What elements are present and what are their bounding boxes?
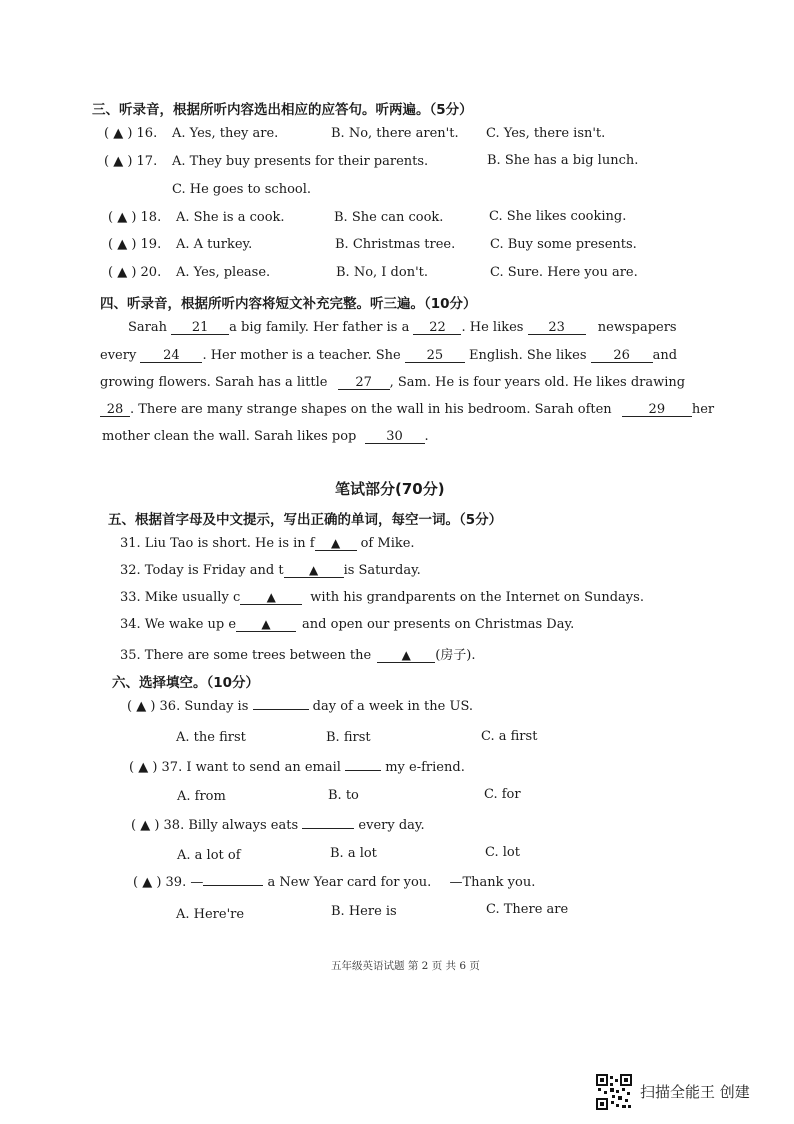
passage-text: her	[691, 402, 715, 417]
q36-blank	[253, 709, 309, 710]
q35	[120, 644, 475, 663]
passage-text: and	[652, 348, 678, 363]
q39-blank	[203, 885, 263, 886]
section-4-title: 四、听录音，根据所听内容将短文补充完整。听三遍。（10分）	[100, 296, 477, 312]
q19-mark: ( ▲ ) 19.	[108, 237, 162, 252]
q33-text-after: with his grandparents on the Internet on Sundays.	[310, 590, 644, 605]
q38-text-after: every day.	[358, 818, 425, 833]
q35-text: 35. There are some trees between the	[120, 648, 372, 663]
passage-line-3	[100, 375, 685, 390]
q37-mark: ( ▲ ) 37.	[129, 760, 183, 775]
section-5-title: 五、根据首字母及中文提示，写出正确的单词，每空一词。（5分）	[108, 512, 503, 528]
blank-30: 30	[365, 430, 425, 444]
q20-mark: ( ▲ ) 20.	[108, 265, 162, 280]
q34-text-after: and open our presents on Christmas Day.	[302, 617, 575, 632]
q20-option-b: B. No, I don't.	[336, 265, 429, 280]
q33	[120, 590, 644, 605]
passage-text: newspapers	[597, 320, 677, 335]
q39-option-a: A. Here're	[176, 907, 245, 922]
q31-text-after: of Mike.	[360, 536, 415, 551]
q18-option-a: A. She is a cook.	[176, 210, 285, 225]
q39-option-c: C. There are	[486, 902, 569, 917]
q34-blank: ▲	[236, 618, 296, 632]
q17-option-c: C. He goes to school.	[172, 182, 312, 197]
q39-reply: —Thank you.	[449, 875, 536, 890]
passage-text: . Her mother is a teacher. She	[202, 348, 401, 363]
q38-option-c: C. lot	[485, 845, 520, 860]
q20-option-a: A. Yes, please.	[176, 265, 271, 280]
blank-21: 21	[171, 321, 229, 335]
passage-line-5	[102, 429, 429, 444]
passage-text: every	[100, 348, 137, 363]
q38-option-a: A. a lot of	[177, 848, 241, 863]
passage-line-4	[100, 402, 714, 417]
blank-22: 22	[413, 321, 461, 335]
q36-text-after: day of a week in the US.	[312, 699, 474, 714]
q31-blank: ▲	[315, 537, 357, 551]
passage-text: Sarah	[128, 320, 167, 335]
q34-text: 34. We wake up e	[120, 617, 237, 632]
q16-option-a: A. Yes, they are.	[172, 126, 279, 141]
q32	[120, 563, 421, 578]
q17-option-a: A. They buy presents for their parents.	[172, 154, 429, 169]
blank-24: 24	[140, 349, 202, 363]
q20-option-c: C. Sure. Here you are.	[490, 265, 638, 280]
q33-blank: ▲	[240, 591, 302, 605]
q34	[120, 617, 574, 632]
passage-text: , Sam. He is four years old. He likes drawing	[389, 375, 686, 390]
q35-text-after: (房子).	[435, 648, 476, 663]
passage-text: English. She likes	[469, 348, 587, 363]
q17-mark: ( ▲ ) 17.	[104, 154, 158, 169]
q37-blank	[345, 770, 381, 771]
q37-option-a: A. from	[177, 789, 226, 804]
q36-option-b: B. first	[326, 730, 371, 745]
passage-text: . He likes	[461, 320, 524, 335]
q17-option-b: B. She has a big lunch.	[487, 153, 639, 168]
q35-blank: ▲	[377, 649, 435, 663]
q37-text-after: my e-friend.	[385, 760, 465, 775]
q36-mark: ( ▲ ) 36.	[127, 699, 181, 714]
q31	[120, 536, 415, 551]
q39-dash: —	[190, 875, 204, 890]
passage-line-1	[128, 320, 677, 335]
blank-27: 27	[338, 376, 390, 390]
q38-stem	[131, 818, 425, 833]
q19-option-c: C. Buy some presents.	[490, 237, 637, 252]
page-footer: 五年级英语试题 第 2 页 共 6 页	[331, 960, 480, 972]
q33-text: 33. Mike usually c	[120, 590, 241, 605]
passage-text: . There are many strange shapes on the wall in his bedroom. Sarah often	[130, 402, 612, 417]
passage-text: mother clean the wall. Sarah likes pop	[102, 429, 357, 444]
passage-text: growing flowers. Sarah has a little	[100, 375, 328, 390]
passage-text: a big family. Her father is a	[229, 320, 410, 335]
q18-option-b: B. She can cook.	[334, 210, 444, 225]
q16-option-b: B. No, there aren't.	[331, 126, 459, 141]
q39-mark: ( ▲ ) 39.	[133, 875, 187, 890]
q16-option-c: C. Yes, there isn't.	[486, 126, 606, 141]
q38-blank	[302, 828, 354, 829]
q36-stem	[127, 699, 473, 714]
q39-text: a New Year card for you.	[267, 875, 432, 890]
q37-stem	[129, 760, 465, 775]
q36-option-a: A. the first	[176, 730, 246, 745]
q36-option-c: C. a first	[481, 729, 538, 744]
q37-option-b: B. to	[328, 788, 359, 803]
q32-text: 32. Today is Friday and t	[120, 563, 284, 578]
qr-code-icon	[596, 1074, 632, 1110]
blank-23: 23	[528, 321, 586, 335]
passage-text: .	[424, 429, 429, 444]
q18-mark: ( ▲ ) 18.	[108, 210, 162, 225]
scanner-watermark: 扫描全能王 创建	[640, 1083, 750, 1101]
blank-28: 28	[100, 403, 130, 417]
q19-option-b: B. Christmas tree.	[335, 237, 456, 252]
blank-29: 29	[622, 403, 692, 417]
q19-option-a: A. A turkey.	[176, 237, 253, 252]
q32-text-after: is Saturday.	[343, 563, 421, 578]
passage-line-2	[100, 348, 677, 363]
q38-mark: ( ▲ ) 38.	[131, 818, 185, 833]
q36-text: Sunday is	[184, 699, 249, 714]
q31-text: 31. Liu Tao is short. He is in f	[120, 536, 315, 551]
written-part-title: 笔试部分(70分)	[335, 480, 445, 498]
q38-option-b: B. a lot	[330, 846, 377, 861]
section-6-title: 六、选择填空。（10分）	[112, 675, 260, 691]
blank-25: 25	[405, 349, 465, 363]
q16-mark: ( ▲ ) 16.	[104, 126, 158, 141]
q37-text: I want to send an email	[186, 760, 341, 775]
q18-option-c: C. She likes cooking.	[489, 209, 627, 224]
q39-stem	[133, 875, 535, 890]
blank-26: 26	[591, 349, 653, 363]
q37-option-c: C. for	[484, 787, 521, 802]
q32-blank: ▲	[284, 564, 344, 578]
q39-option-b: B. Here is	[331, 904, 397, 919]
section-3-title: 三、听录音，根据所听内容选出相应的应答句。听两遍。（5分）	[92, 102, 473, 118]
q38-text: Billy always eats	[188, 818, 299, 833]
